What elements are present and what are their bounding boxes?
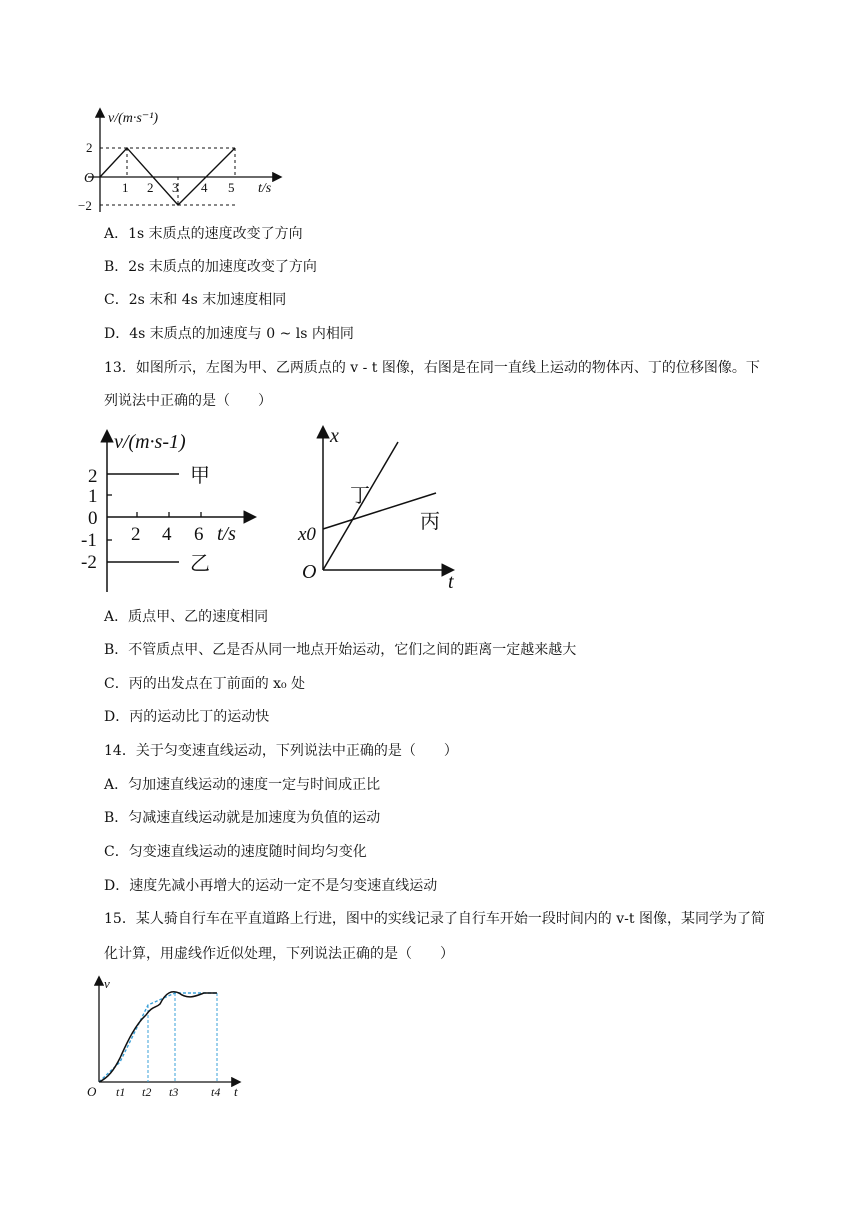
y-tick-2: 2	[86, 140, 93, 155]
q12-option-b: B．2s 末质点的加速度改变了方向	[104, 259, 317, 275]
q14-stem: 14．关于匀变速直线运动，下列说法中正确的是（ ）	[104, 743, 458, 759]
q13-right-xt-graph	[290, 420, 470, 593]
label-ding: 丁	[350, 485, 370, 507]
q12-option-a: A．1s 末质点的速度改变了方向	[104, 226, 303, 242]
y-tick-1: 1	[88, 486, 98, 507]
x-axis-label: t/s	[258, 181, 272, 196]
x-tick-label-4: 4	[162, 524, 172, 545]
y-tick-neg2: −2	[78, 198, 92, 213]
q15-stem-line2: 化计算，用虚线作近似处理，下列说法正确的是（ ）	[104, 946, 454, 962]
x-tick-label-6: 6	[194, 524, 204, 545]
x-tick-t3: t3	[169, 1085, 179, 1099]
q14-option-c: C．匀变速直线运动的速度随时间均匀变化	[104, 844, 367, 860]
x-tick-2: 2	[147, 180, 154, 195]
y-tick-0: 0	[88, 508, 98, 529]
x-axis-label: t	[234, 1084, 238, 1099]
origin-label: O	[84, 171, 95, 186]
q14-option-b: B．匀减速直线运动就是加速度为负值的运动	[104, 810, 381, 826]
y-axis-label: v/(m·s-1)	[114, 431, 186, 453]
origin-label: O	[87, 1084, 97, 1099]
y-axis-label: x	[330, 425, 339, 447]
x-tick-label-2: 2	[131, 524, 141, 545]
x-axis-label: t/s	[217, 523, 236, 545]
x-tick-5: 5	[228, 180, 235, 195]
solid-vt-curve	[99, 992, 217, 1082]
q12-option-c: C．2s 末和 4s 末加速度相同	[104, 292, 287, 308]
x-tick-t4: t4	[211, 1085, 221, 1099]
q13-stem-line1: 13．如图所示，左图为甲、乙两质点的 v - t 图像，右图是在同一直线上运动的物体丙、丁的位移图像。下	[104, 360, 760, 376]
y-axis-label: v	[104, 976, 110, 991]
x-axis-label: t	[448, 571, 454, 593]
x-tick-t2: t2	[142, 1085, 152, 1099]
q15-vt-graph	[84, 972, 254, 1100]
y-tick-2: 2	[88, 466, 98, 487]
q13-option-a: A．质点甲、乙的速度相同	[104, 609, 269, 625]
q13-option-b: B．不管质点甲、乙是否从同一地点开始运动，它们之间的距离一定越来越大	[104, 642, 577, 658]
label-bing: 丙	[420, 511, 440, 533]
y-tick-neg2: -2	[81, 552, 97, 573]
label-yi: 乙	[190, 553, 210, 575]
q12-option-d: D．4s 末质点的加速度与 0 ~ ls 内相同	[104, 326, 354, 342]
q14-option-a: A．匀加速直线运动的速度一定与时间成正比	[104, 777, 381, 793]
q13-left-vt-graph	[82, 420, 262, 600]
x-tick-3: 3	[172, 180, 179, 195]
q15-stem-line1: 15．某人骑自行车在平直道路上行进，图中的实线记录了自行车开始一段时间内的 v-t 图像，某同学为了简	[104, 911, 765, 927]
q13-option-d: D．丙的运动比丁的运动快	[104, 709, 270, 725]
q13-option-c: C．丙的出发点在丁前面的 x₀ 处	[104, 676, 306, 692]
label-jia: 甲	[190, 465, 210, 487]
x-tick-1: 1	[122, 180, 129, 195]
origin-label: O	[302, 561, 317, 583]
q12-vt-graph	[80, 100, 300, 218]
q13-stem-line2: 列说法中正确的是（ ）	[104, 393, 272, 409]
x-tick-4: 4	[201, 180, 208, 195]
q14-option-d: D．速度先减小再增大的运动一定不是匀变速直线运动	[104, 878, 438, 894]
x0-label: x0	[298, 524, 316, 545]
y-tick-neg1: -1	[81, 530, 97, 551]
y-axis-label: v/(m·s⁻¹)	[108, 111, 159, 126]
x-tick-t1: t1	[116, 1085, 126, 1099]
